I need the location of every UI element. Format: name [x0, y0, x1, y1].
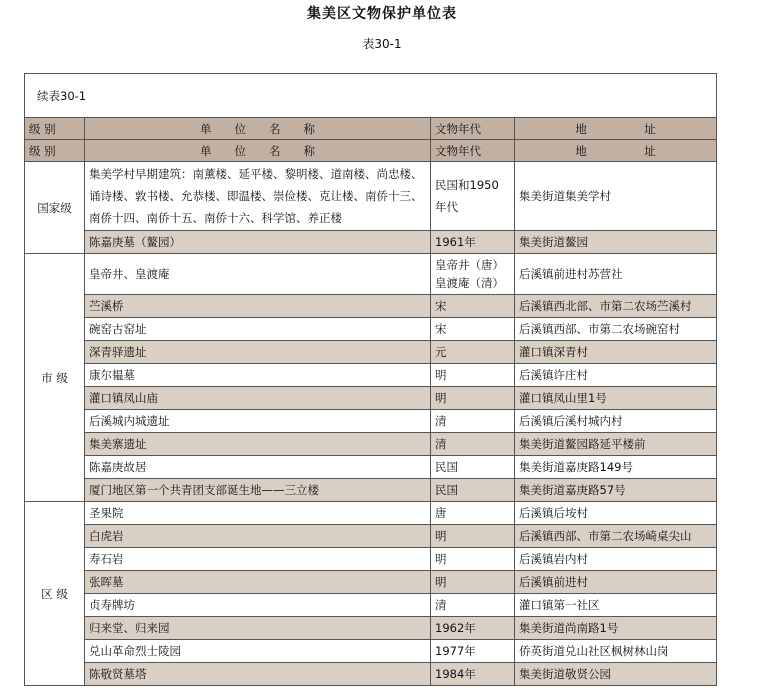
site-era: 明: [431, 387, 515, 410]
site-location: 集美街道敬贤公园: [515, 663, 717, 686]
site-name: 白虎岩: [85, 525, 431, 548]
site-era: 1961年: [431, 231, 515, 254]
header-location: 地 址: [515, 140, 717, 162]
site-name: 集美学村早期建筑：南薰楼、延平楼、黎明楼、道南楼、尚忠楼、诵诗楼、敦书楼、允恭楼、即温楼、崇俭楼、克让楼、南侨十三、南侨十四、南侨十五、南侨十六、科学馆、养正楼: [85, 162, 431, 231]
site-era: 1977年: [431, 640, 515, 663]
table-row: [25, 433, 717, 456]
level-national: 国家级: [25, 162, 85, 254]
site-name: 寿石岩: [85, 548, 431, 571]
site-era: 元: [431, 341, 515, 364]
header-era: 文物年代: [431, 118, 515, 140]
site-era: 明: [431, 548, 515, 571]
table-caption: 续表30-1: [25, 74, 717, 118]
table-row: [25, 663, 717, 686]
header-name: 单 位 名 称: [85, 140, 431, 162]
table-number: 表30-1: [362, 37, 402, 51]
site-name: 厦门地区第一个共青团支部诞生地——三立楼: [85, 479, 431, 502]
site-era: 明: [431, 571, 515, 594]
site-era: 民国和1950年代: [431, 162, 515, 231]
level-municipal: 市 级: [25, 254, 85, 502]
site-location: 集美街道嘉庚路149号: [515, 456, 717, 479]
header-row: [25, 118, 717, 140]
table-row: [25, 479, 717, 502]
site-name: 苎溪桥: [85, 295, 431, 318]
document-title: 集美区文物保护单位表: [307, 6, 457, 22]
level-district: 区 级: [25, 502, 85, 686]
site-location: 集美街道鳌园路延平楼前: [515, 433, 717, 456]
site-name: 陈嘉庚故居: [85, 456, 431, 479]
table-row: [25, 640, 717, 663]
site-name: 碗窑古窑址: [85, 318, 431, 341]
site-location: 灌口镇深青村: [515, 341, 717, 364]
site-name: 陈嘉庚墓（鳌园）: [85, 231, 431, 254]
site-era: 明: [431, 364, 515, 387]
table-row: [25, 502, 717, 525]
site-name: 圣果院: [85, 502, 431, 525]
site-name: 康尔韫墓: [85, 364, 431, 387]
table-row: [25, 341, 717, 364]
site-era: 宋: [431, 295, 515, 318]
site-era: 民国: [431, 479, 515, 502]
table-row: [25, 548, 717, 571]
site-location: 后溪镇后垵村: [515, 502, 717, 525]
header-level: 级 别: [25, 140, 85, 162]
site-era: 明: [431, 525, 515, 548]
site-era: 1984年: [431, 663, 515, 686]
header-location: 地 址: [515, 118, 717, 140]
table-row: [25, 617, 717, 640]
site-era: 1962年: [431, 617, 515, 640]
header-name: 单 位 名 称: [85, 118, 431, 140]
site-location: 后溪镇西部、市第二农场崎桌尖山: [515, 525, 717, 548]
site-location: 后溪镇岩内村: [515, 548, 717, 571]
header-level: 级 别: [25, 118, 85, 140]
site-name: 陈敬贤墓塔: [85, 663, 431, 686]
header-row-repeat: [25, 140, 717, 162]
site-location: 后溪镇前进村: [515, 571, 717, 594]
site-era: 宋: [431, 318, 515, 341]
site-name: 集美寨遗址: [85, 433, 431, 456]
site-name: 张晖墓: [85, 571, 431, 594]
site-name: 灌口镇凤山庙: [85, 387, 431, 410]
table-row: [25, 318, 717, 341]
site-location: 后溪镇后溪村城内村: [515, 410, 717, 433]
table-row: [25, 231, 717, 254]
site-name: 后溪城内城遗址: [85, 410, 431, 433]
site-location: 集美街道鳌园: [515, 231, 717, 254]
site-name: 归来堂、归来园: [85, 617, 431, 640]
table-row: [25, 295, 717, 318]
site-location: 侨英街道兑山社区枫树林山岗: [515, 640, 717, 663]
site-location: 集美街道嘉庚路57号: [515, 479, 717, 502]
table-row: [25, 364, 717, 387]
site-name: 皇帝井、皇渡庵: [85, 254, 431, 295]
site-era: 清: [431, 410, 515, 433]
caption-row: [25, 74, 717, 118]
site-location: 后溪镇许庄村: [515, 364, 717, 387]
site-era: 唐: [431, 502, 515, 525]
site-location: 灌口镇凤山里1号: [515, 387, 717, 410]
table-row: [25, 410, 717, 433]
header-era: 文物年代: [431, 140, 515, 162]
site-name: 深青驿遗址: [85, 341, 431, 364]
site-era: 皇帝井（唐）皇渡庵（清）: [431, 254, 515, 295]
site-location: 灌口镇第一社区: [515, 594, 717, 617]
table-row: [25, 525, 717, 548]
table-row: [25, 254, 717, 295]
site-location: 后溪镇前进村苏营社: [515, 254, 717, 295]
site-name: 兑山革命烈士陵园: [85, 640, 431, 663]
site-location: 集美街道集美学村: [515, 162, 717, 231]
site-location: 集美街道尚南路1号: [515, 617, 717, 640]
site-location: 后溪镇西北部、市第二农场苎溪村: [515, 295, 717, 318]
site-name: 贞寿牌坊: [85, 594, 431, 617]
site-location: 后溪镇西部、市第二农场碗窑村: [515, 318, 717, 341]
heritage-table: [24, 73, 717, 686]
table-row: [25, 387, 717, 410]
table-row: [25, 571, 717, 594]
site-era: 清: [431, 594, 515, 617]
table-row: [25, 594, 717, 617]
site-era: 民国: [431, 456, 515, 479]
table-row: [25, 162, 717, 231]
site-era: 清: [431, 433, 515, 456]
table-row: [25, 456, 717, 479]
